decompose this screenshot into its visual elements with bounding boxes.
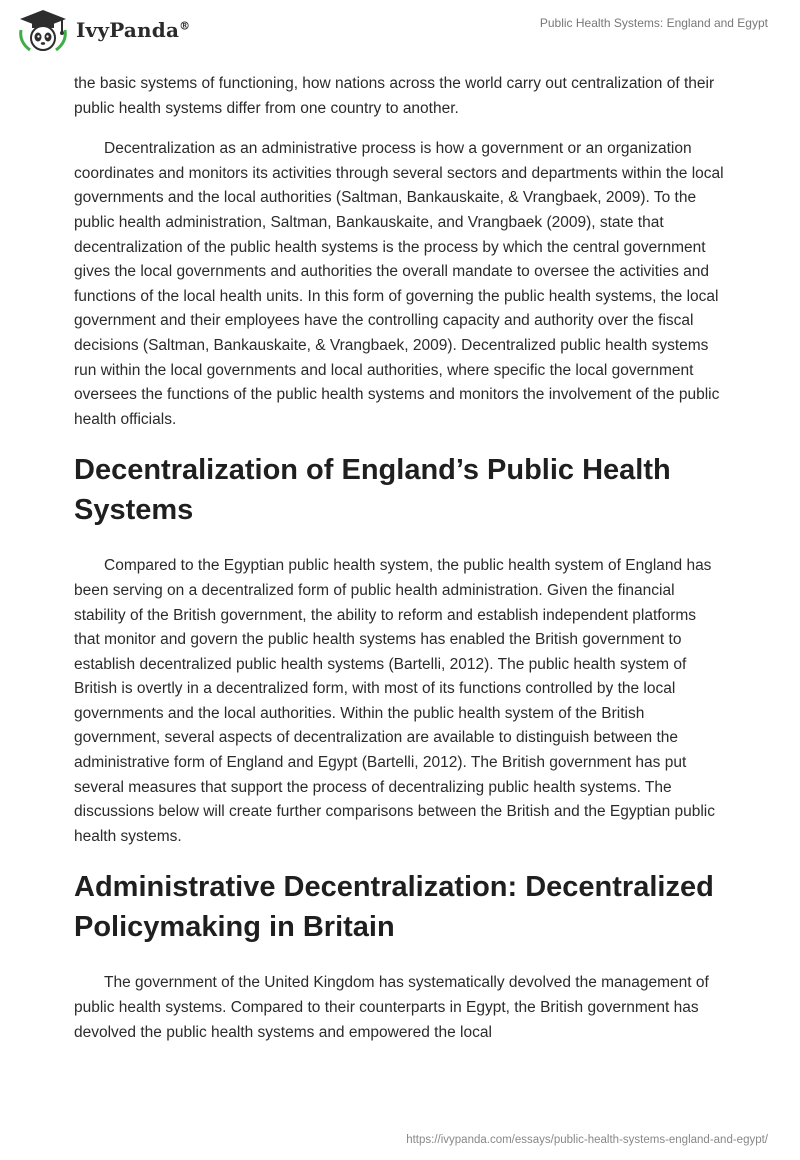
paragraph: The government of the United Kingdom has systematically devolved the management of public health systems. Compared to their counterparts in Egypt, the British government has devolved the public health systems and empowered the local [74, 974, 709, 1041]
ivypanda-logo[interactable] [16, 8, 190, 52]
paragraph: Decentralization as an administrative process is how a government or an organization coordinates and monitors its activities through several sectors and departments within the local governments and the local authorities (Saltman, Bankauskaite, & Vrangbaek, 2009). To the public health administration, Saltman, Bankauskaite, and Vrangbaek (2009), state that decentralization of the public health systems is the process by which the central government gives the local governments and authorities the overall mandate to oversee the activities and functions of the local health units. In this form of governing the public health systems, the local government and their employees have the controlling capacity and authority over the fiscal decisions (Saltman, Bankauskaite, & Vrangbaek, 2009). Decentralized public health systems run within the local governments and local authorities, where specific the local government oversees the functions of the public health systems and monitors the involvement of the public health officials. [74, 140, 724, 428]
section-heading: Administrative Decentralization: Decentralized Policymaking in Britain [74, 871, 714, 944]
brand-name: IvyPanda® [76, 18, 191, 42]
paragraph: the basic systems of functioning, how nations across the world carry out centralization of their public health systems differ from one country to another. [74, 75, 715, 117]
essay-body [74, 72, 724, 1061]
source-url[interactable]: https://ivypanda.com/essays/public-health-systems-england-and-egypt/ [406, 1134, 768, 1146]
panda-graduate-icon [16, 8, 70, 52]
paragraph: Compared to the Egyptian public health system, the public health system of England has been serving on a decentralized form of public health administration. Given the financial stability of the British government, the ability to reform and establish independent platforms that monitor and govern the public health systems has enabled the British government to establish decentralized public health systems (Bartelli, 2012). The public health system of British is overtly in a decentralized form, with most of its functions controlled by the local governments and the local authorities. Within the public health system of the British government, several aspects of decentralization are available to distinguish between the administrative form of England and Egypt (Bartelli, 2012). The British government has put several measures that support the process of decentralizing public health systems. The discussions below will create further comparisons between the British and the Egyptian public health systems. [74, 557, 716, 845]
section-heading: Decentralization of England’s Public Health Systems [74, 454, 671, 527]
running-title: Public Health Systems: England and Egypt [539, 16, 768, 30]
page-header [0, 0, 800, 70]
